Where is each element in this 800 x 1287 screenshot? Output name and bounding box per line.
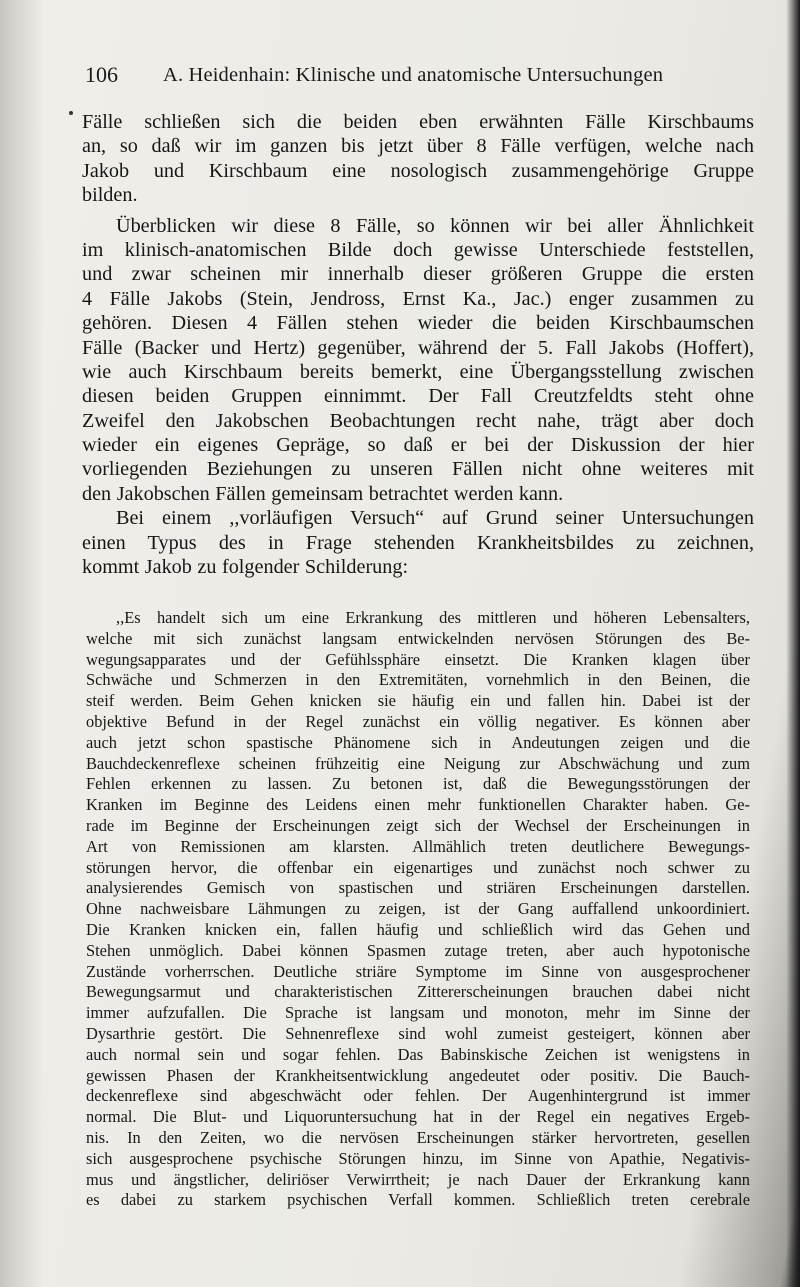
quote-line: normal. Die Blut- und Liquoruntersuchung hat in der Regel ein negatives Ergeb-: [86, 1107, 750, 1127]
quote-line: störungen hervor, die offenbar ein eigenartiges und zunächst noch schwer zu: [86, 857, 750, 877]
quote-line: rade im Beginne der Erscheinungen zeigt sich der Wechsel der Erscheinungen in: [86, 815, 750, 835]
quote-line: Fehlen erkennen zu lassen. Zu betonen ist, daß die Bewegungsstörungen der: [86, 774, 750, 794]
body-line: wieder ein eigenes Gepräge, so daß er bei der Diskussion der hier: [82, 434, 754, 457]
body-line: Jakob und Kirschbaum eine nosologisch zusammengehörige Gruppe: [82, 159, 754, 182]
quote-line: wegungsapparates und der Gefühlssphäre einsetzt. Die Kranken klagen über: [86, 649, 750, 669]
body-line: Überblicken wir diese 8 Fälle, so können wir bei aller Ähnlichkeit: [116, 214, 754, 237]
gutter-shadow: [0, 0, 44, 1287]
body-line: Bei einem ,,vorläufigen Versuch“ auf Grund seiner Untersuchungen: [116, 507, 754, 530]
quote-line: Stehen unmöglich. Dabei können Spasmen zutage treten, aber auch hypotonische: [86, 940, 750, 960]
body-line: bilden.: [82, 184, 138, 207]
quote-line: Zustände vorherrschen. Deutliche striäre Symptome im Sinne von ausgesprochener: [86, 961, 750, 981]
body-line: Zweifel den Jakobschen Beobachtungen recht nahe, trägt aber doch: [82, 409, 754, 432]
page-edge-shadow: [786, 0, 800, 1287]
page-number: 106: [85, 62, 118, 87]
body-line: diesen beiden Gruppen einnimmt. Der Fall Creutzfeldts steht ohne: [82, 385, 754, 408]
body-line: kommt Jakob zu folgender Schilderung:: [82, 556, 409, 579]
body-line: wie auch Kirschbaum bereits bemerkt, eine Übergangsstellung zwischen: [82, 360, 754, 383]
quoted-passage: [86, 608, 750, 1211]
body-line: einen Typus des in Frage stehenden Krankheitsbildes zu zeichnen,: [82, 531, 754, 554]
quote-line: auch jetzt schon spastische Phänomene sich in Andeutungen zeigen und die: [86, 732, 750, 752]
body-line: den Jakobschen Fällen gemeinsam betrachtet werden kann.: [82, 482, 564, 505]
body-line: gehören. Diesen 4 Fällen stehen wieder die beiden Kirschbaumschen: [82, 312, 754, 335]
quote-line: nis. In den Zeiten, wo die nervösen Erscheinungen stärker hervortreten, gesellen: [86, 1127, 750, 1147]
quote-line: immer aufzufallen. Die Sprache ist langsam und monoton, mehr im Sinne der: [86, 1003, 750, 1023]
quote-line: Art von Remissionen am klarsten. Allmählich treten deutlichere Bewegungs-: [86, 836, 750, 856]
quote-line: es dabei zu starkem psychischen Verfall kommen. Schließlich treten cerebrale: [86, 1190, 750, 1210]
page-header: [85, 62, 705, 92]
quote-line: Kranken im Beginne des Leidens einen mehr funktionellen Charakter haben. Ge-: [86, 795, 750, 815]
quote-line: analysierendes Gemisch von spastischen und striären Erscheinungen darstellen.: [86, 878, 750, 898]
body-line: Fälle (Backer und Hertz) gegenüber, während der 5. Fall Jakobs (Hoffert),: [82, 336, 754, 359]
ink-speck: [69, 111, 73, 115]
body-line: im klinisch-anatomischen Bilde doch gewisse Unterschiede feststellen,: [82, 238, 754, 261]
quote-line: welche mit sich zunächst langsam entwickelnden nervösen Störungen des Be-: [86, 628, 750, 648]
quote-line: Ohne nachweisbare Lähmungen zu zeigen, ist der Gang auffallend unkoordiniert.: [86, 899, 750, 919]
quote-line: objektive Befund in der Regel zunächst ein völlig negativer. Es können aber: [86, 711, 750, 731]
quote-line: auch normal sein und sogar fehlen. Das Babinskische Zeichen ist wenigstens in: [86, 1044, 750, 1064]
body-line: an, so daß wir im ganzen bis jetzt über 8 Fälle verfügen, welche nach: [82, 135, 754, 158]
quote-line: gewissen Phasen der Krankheitsentwicklung angedeutet oder positiv. Die Bauch-: [86, 1065, 750, 1085]
body-text: [82, 110, 754, 579]
quote-line: Die Kranken knicken ein, fallen häufig und schließlich wird das Gehen und: [86, 919, 750, 939]
quote-line: Bauchdeckenreflexe scheinen frühzeitig eine Neigung zur Abschwächung und zum: [86, 753, 750, 773]
body-line: und zwar scheinen mir innerhalb dieser größeren Gruppe die ersten: [82, 263, 754, 286]
quote-line: Schwäche und Schmerzen in den Extremitäten, vornehmlich in den Beinen, die: [86, 670, 750, 690]
quote-line: deckenreflexe sind abgeschwächt oder fehlen. Der Augenhintergrund ist immer: [86, 1086, 750, 1106]
quote-line: steif werden. Beim Gehen knicken sie häufig ein und fallen hin. Dabei ist der: [86, 691, 750, 711]
quote-line: Bewegungsarmut und charakteristischen Zittererscheinungen brauchen dabei nicht: [86, 982, 750, 1002]
body-line: Fälle schließen sich die beiden eben erwähnten Fälle Kirschbaums: [82, 111, 754, 133]
quote-line: mus und ängstlicher, deliriöser Verwirrtheit; je nach Dauer der Erkrankung kann: [86, 1169, 750, 1189]
body-line: 4 Fälle Jakobs (Stein, Jendross, Ernst Ka., Jac.) enger zusammen zu: [82, 287, 754, 310]
quote-line: sich ausgesprochene psychische Störungen hinzu, im Sinne von Apathie, Negativis-: [86, 1148, 750, 1168]
quote-line: ,,Es handelt sich um eine Erkrankung des mittleren und höheren Lebensalters,: [116, 608, 750, 627]
quote-line: Dysarthrie gestört. Die Sehnenreflexe sind wohl zumeist gesteigert, können aber: [86, 1023, 750, 1043]
body-line: vorliegenden Beziehungen zu unseren Fällen nicht ohne weiteres mit: [82, 458, 754, 481]
running-head: A. Heidenhain: Klinische und anatomische Untersuchungen: [163, 64, 664, 86]
